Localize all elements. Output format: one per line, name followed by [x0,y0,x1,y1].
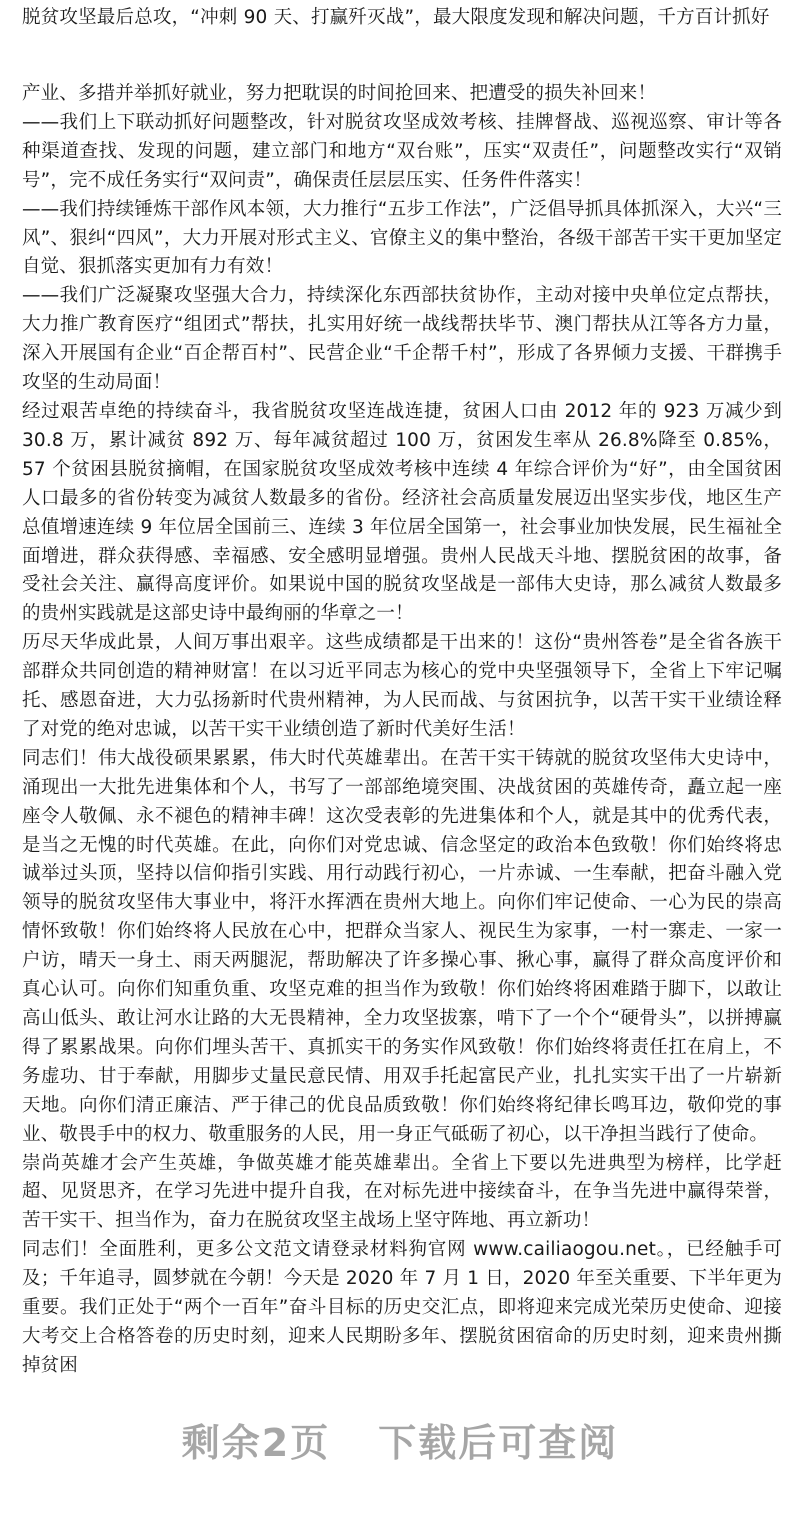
paragraph-4: ——我们广泛凝聚攻坚强大合力，持续深化东西部扶贫协作，主动对接中央单位定点帮扶，大力推广教育医疗“组团式”帮扶，扎实用好统一战线帮扶毕节、澳门帮扶从江等各方力量，深入开展国有企业“百企帮百村”、民营企业“千企帮千村”，形成了各界倾力支援、干群携手攻坚的生动局面！ [22,285,782,394]
paragraph-1: 产业、多措并举抓好就业，努力把耽误的时间抢回来、把遭受的损失补回来！ [22,83,657,104]
paragraph-3: ——我们持续锤炼干部作风本领，大力推行“五步工作法”，广泛倡导抓具体抓深入，大兴“三风”、狠纠“四风”，大力开展对形式主义、官僚主义的集中整治，各级干部苦干实干更加坚定自觉、狠抓落实更加有力有效！ [22,198,782,278]
first-text-line: 脱贫攻坚最后总攻，“冲刺 90 天、打赢歼灭战”，最大限度发现和解决问题，千方百计抓好 [22,7,770,28]
paragraph-9: 同志们！全面胜利，更多公文范文请登录材料狗官网 www.cailiaogou.net。，已经触手可及；千年追寻，圆梦就在今朝！今天是 2020 年 7 月 1 日，2020 年至关重要、下半年更为重要。我们正处于“两个一百年”奋斗目标的历史交汇点，即将迎来完成光荣历史使命、迎接大考交上合格答卷的历史时刻，迎来人民期盼多年、摆脱贫困宿命的历史时刻，迎来贵州撕掉贫困 [22,1239,782,1376]
paragraph-7: 同志们！伟大战役硕果累累，伟大时代英雄辈出。在苦干实干铸就的脱贫攻坚伟大史诗中，涌现出一大批先进集体和个人，书写了一部部绝境突围、决战贫困的英雄传奇，矗立起一座座令人敬佩、永不褪色的精神丰碑！这次受表彰的先进集体和个人，就是其中的优秀代表，是当之无愧的时代英雄。在此，向你们对党忠诚、信念坚定的政治本色致敬！你们始终将忠诚举过头顶，坚持以信仰指引实践、用行动践行初心，一片赤诚、一生奉献，把奋斗融入党领导的脱贫攻坚伟大事业中，将汗水挥洒在贵州大地上。向你们牢记使命、一心为民的崇高情怀致敬！你们始终将人民放在心中，把群众当家人、视民生为家事，一村一寨走、一家一户访，晴天一身土、雨天两腿泥，帮助解决了许多操心事、揪心事，赢得了群众高度评价和真心认可。向你们知重负重、攻坚克难的担当作为致敬！你们始终将困难踏于脚下，以敢让高山低头、敢让河水让路的大无畏精神，全力攻坚拔寨，啃下了一个个“硬骨头”，以拼搏赢得了累累战果。向你们埋头苦干、真抓实干的务实作风致敬！你们始终将责任扛在肩上，不务虚功、甘于奉献，用脚步丈量民意民情、用双手托起富民产业，扎扎实实干出了一片崭新天地。向你们清正廉洁、严于律己的优良品质致敬！你们始终将纪律长鸣耳边，敬仰党的事业、敬畏手中的权力、敬重服务的人民，用一身正气砥砺了初心，以干净担当践行了使命。 [22,747,782,1145]
download-to-view-label: 下载后可查阅 [378,1421,619,1465]
paragraph-8: 崇尚英雄才会产生英雄，争做英雄才能英雄辈出。全省上下要以先进典型为榜样，比学赶超、见贤思齐，在学习先进中提升自我，在对标先进中接续奋斗，在争当先进中赢得荣誉，苦干实干、担当作为，奋力在脱贫攻坚主战场上坚守阵地、再立新功！ [22,1152,782,1232]
paragraph-6: 历尽天华成此景，人间万事出艰辛。这些成绩都是干出来的！这份“贵州答卷”是全省各族干部群众共同创造的精神财富！在以习近平同志为核心的党中央坚强领导下，全省上下牢记嘱托、感恩奋进，大力弘扬新时代贵州精神，为人民而战、与贫困抗争，以苦干实干业绩诠释了对党的绝对忠诚，以苦干实干业绩创造了新时代美好生活！ [22,632,782,740]
download-prompt-banner[interactable] [0,1412,800,1467]
paragraph-5: 经过艰苦卓绝的持续奋斗，我省脱贫攻坚连战连捷，贫困人口由 2012 年的 923 万减少到 30.8 万，累计减贫 892 万、每年减贫超过 100 万，贫困发生率从 26.8%降至 0.85%，57 个贫困县脱贫摘帽，在国家脱贫攻坚成效考核中连续 4 年综合评价为“好”，由全国贫困人口最多的省份转变为减贫人数最多的省份。经济社会高质量发展迈出坚实步伐，地区生产总值增速连续 9 年位居全国前三、连续 3 年位居全国第一，社会事业加快发展，民生福祉全面增进，群众获得感、幸福感、安全感明显增强。贵州人民战天斗地、摆脱贫困的故事，备受社会关注、赢得高度评价。如果说中国的脱贫攻坚战是一部伟大史诗，那么减贫人数最多的贵州实践就是这部史诗中最绚丽的华章之一！ [22,400,782,625]
paragraph-2: ——我们上下联动抓好问题整改，针对脱贫攻坚成效考核、挂牌督战、巡视巡察、审计等各种渠道查找、发现的问题，建立部门和地方“双台账”，压实“双责任”，问题整改实行“双销号”，完不成任务实行“双问责”，确保责任层层压实、任务件件落实！ [22,111,782,191]
document-body [22,80,782,1381]
remaining-pages-label: 剩余2页 [181,1421,331,1465]
